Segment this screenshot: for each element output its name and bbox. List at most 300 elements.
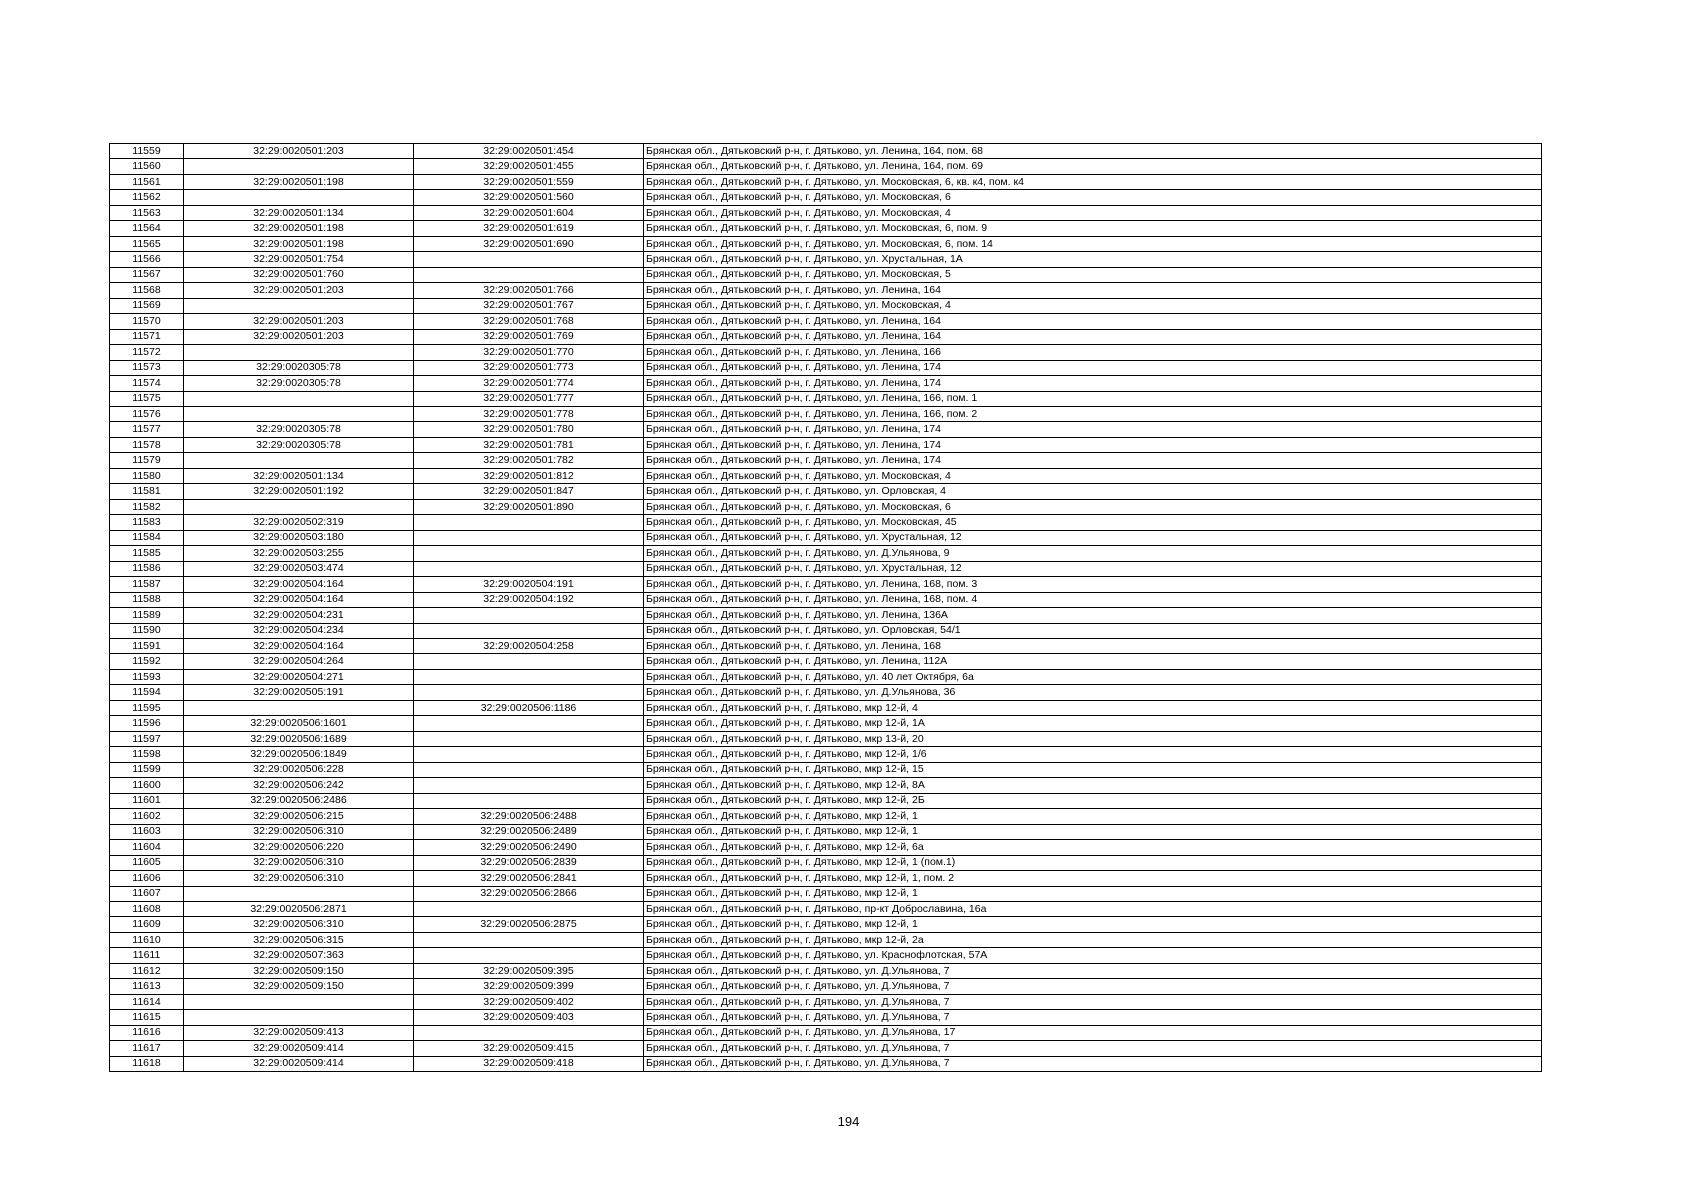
row-number-cell: 11577 bbox=[110, 422, 184, 437]
object-number-cell bbox=[414, 747, 644, 762]
table-row bbox=[110, 437, 1542, 452]
address-cell: Брянская обл., Дятьковский р-н, г. Дятьково, мкр 12-й, 8А bbox=[644, 778, 1542, 793]
object-number-cell: 32:29:0020501:773 bbox=[414, 360, 644, 375]
row-number-cell: 11594 bbox=[110, 685, 184, 700]
address-cell: Брянская обл., Дятьковский р-н, г. Дятьково, ул. Московская, 5 bbox=[644, 267, 1542, 282]
address-cell: Брянская обл., Дятьковский р-н, г. Дятьково, ул. Д.Ульянова, 7 bbox=[644, 1010, 1542, 1025]
address-cell: Брянская обл., Дятьковский р-н, г. Дятьково, ул. Д.Ульянова, 7 bbox=[644, 1041, 1542, 1056]
parcel-number-cell: 32:29:0020501:754 bbox=[184, 252, 414, 267]
parcel-number-cell: 32:29:0020504:231 bbox=[184, 608, 414, 623]
table-row bbox=[110, 329, 1542, 344]
parcel-number-cell: 32:29:0020506:215 bbox=[184, 809, 414, 824]
object-number-cell bbox=[414, 778, 644, 793]
parcel-number-cell: 32:29:0020501:760 bbox=[184, 267, 414, 282]
object-number-cell: 32:29:0020501:455 bbox=[414, 159, 644, 174]
parcel-number-cell: 32:29:0020506:310 bbox=[184, 917, 414, 932]
row-number-cell: 11583 bbox=[110, 515, 184, 530]
address-cell: Брянская обл., Дятьковский р-н, г. Дятьково, мкр 12-й, 1/6 bbox=[644, 747, 1542, 762]
object-number-cell: 32:29:0020501:781 bbox=[414, 437, 644, 452]
parcel-number-cell: 32:29:0020305:78 bbox=[184, 422, 414, 437]
table-row bbox=[110, 298, 1542, 313]
object-number-cell: 32:29:0020501:782 bbox=[414, 453, 644, 468]
parcel-number-cell: 32:29:0020305:78 bbox=[184, 360, 414, 375]
parcel-number-cell: 32:29:0020501:134 bbox=[184, 468, 414, 483]
row-number-cell: 11572 bbox=[110, 345, 184, 360]
table-row bbox=[110, 685, 1542, 700]
object-number-cell: 32:29:0020509:395 bbox=[414, 963, 644, 978]
table-row bbox=[110, 994, 1542, 1009]
row-number-cell: 11563 bbox=[110, 205, 184, 220]
object-number-cell bbox=[414, 515, 644, 530]
object-number-cell: 32:29:0020509:418 bbox=[414, 1056, 644, 1071]
table-row bbox=[110, 391, 1542, 406]
table-row bbox=[110, 855, 1542, 870]
address-cell: Брянская обл., Дятьковский р-н, г. Дятьково, ул. Ленина, 174 bbox=[644, 376, 1542, 391]
address-cell: Брянская обл., Дятьковский р-н, г. Дятьково, мкр 12-й, 4 bbox=[644, 700, 1542, 715]
parcel-number-cell: 32:29:0020501:203 bbox=[184, 144, 414, 159]
row-number-cell: 11598 bbox=[110, 747, 184, 762]
table-row bbox=[110, 360, 1542, 375]
parcel-number-cell: 32:29:0020504:271 bbox=[184, 669, 414, 684]
row-number-cell: 11591 bbox=[110, 639, 184, 654]
parcel-number-cell bbox=[184, 453, 414, 468]
parcel-number-cell: 32:29:0020506:1849 bbox=[184, 747, 414, 762]
table-row bbox=[110, 144, 1542, 159]
row-number-cell: 11596 bbox=[110, 716, 184, 731]
object-number-cell bbox=[414, 252, 644, 267]
parcel-number-cell: 32:29:0020509:413 bbox=[184, 1025, 414, 1040]
table-row bbox=[110, 468, 1542, 483]
address-cell: Брянская обл., Дятьковский р-н, г. Дятьково, ул. Д.Ульянова, 7 bbox=[644, 979, 1542, 994]
row-number-cell: 11582 bbox=[110, 499, 184, 514]
row-number-cell: 11597 bbox=[110, 731, 184, 746]
parcel-number-cell bbox=[184, 391, 414, 406]
parcel-number-cell: 32:29:0020506:220 bbox=[184, 840, 414, 855]
address-cell: Брянская обл., Дятьковский р-н, г. Дятьково, ул. Московская, 4 bbox=[644, 468, 1542, 483]
parcel-number-cell: 32:29:0020501:134 bbox=[184, 205, 414, 220]
address-cell: Брянская обл., Дятьковский р-н, г. Дятьково, ул. Ленина, 168, пом. 4 bbox=[644, 592, 1542, 607]
parcel-number-cell: 32:29:0020506:310 bbox=[184, 824, 414, 839]
address-cell: Брянская обл., Дятьковский р-н, г. Дятьково, ул. Д.Ульянова, 17 bbox=[644, 1025, 1542, 1040]
object-number-cell: 32:29:0020506:2866 bbox=[414, 886, 644, 901]
object-number-cell: 32:29:0020509:415 bbox=[414, 1041, 644, 1056]
address-cell: Брянская обл., Дятьковский р-н, г. Дятьково, ул. Московская, 45 bbox=[644, 515, 1542, 530]
parcel-number-cell: 32:29:0020509:414 bbox=[184, 1041, 414, 1056]
row-number-cell: 11599 bbox=[110, 762, 184, 777]
object-number-cell bbox=[414, 793, 644, 808]
table-row bbox=[110, 406, 1542, 421]
table-row bbox=[110, 762, 1542, 777]
parcel-number-cell: 32:29:0020509:150 bbox=[184, 979, 414, 994]
row-number-cell: 11575 bbox=[110, 391, 184, 406]
row-number-cell: 11610 bbox=[110, 932, 184, 947]
address-cell: Брянская обл., Дятьковский р-н, г. Дятьково, мкр 12-й, 1А bbox=[644, 716, 1542, 731]
parcel-number-cell: 32:29:0020506:315 bbox=[184, 932, 414, 947]
object-number-cell bbox=[414, 685, 644, 700]
row-number-cell: 11573 bbox=[110, 360, 184, 375]
parcel-number-cell: 32:29:0020501:198 bbox=[184, 221, 414, 236]
address-cell: Брянская обл., Дятьковский р-н, г. Дятьково, мкр 12-й, 1, пом. 2 bbox=[644, 871, 1542, 886]
table-row bbox=[110, 623, 1542, 638]
row-number-cell: 11566 bbox=[110, 252, 184, 267]
address-cell: Брянская обл., Дятьковский р-н, г. Дятьково, ул. 40 лет Октября, 6а bbox=[644, 669, 1542, 684]
object-number-cell: 32:29:0020501:812 bbox=[414, 468, 644, 483]
row-number-cell: 11576 bbox=[110, 406, 184, 421]
row-number-cell: 11570 bbox=[110, 314, 184, 329]
table-row bbox=[110, 422, 1542, 437]
table-row bbox=[110, 530, 1542, 545]
table-row bbox=[110, 345, 1542, 360]
row-number-cell: 11618 bbox=[110, 1056, 184, 1071]
parcel-number-cell: 32:29:0020504:164 bbox=[184, 639, 414, 654]
parcel-number-cell bbox=[184, 1010, 414, 1025]
row-number-cell: 11559 bbox=[110, 144, 184, 159]
row-number-cell: 11581 bbox=[110, 484, 184, 499]
address-cell: Брянская обл., Дятьковский р-н, г. Дятьково, мкр 12-й, 1 bbox=[644, 886, 1542, 901]
table-row bbox=[110, 484, 1542, 499]
address-cell: Брянская обл., Дятьковский р-н, г. Дятьково, ул. Московская, 6 bbox=[644, 499, 1542, 514]
row-number-cell: 11589 bbox=[110, 608, 184, 623]
object-number-cell: 32:29:0020501:766 bbox=[414, 283, 644, 298]
parcel-number-cell: 32:29:0020503:474 bbox=[184, 561, 414, 576]
address-cell: Брянская обл., Дятьковский р-н, г. Дятьково, ул. Ленина, 112А bbox=[644, 654, 1542, 669]
table-row bbox=[110, 1056, 1542, 1071]
object-number-cell: 32:29:0020506:2488 bbox=[414, 809, 644, 824]
object-number-cell bbox=[414, 623, 644, 638]
table-row bbox=[110, 979, 1542, 994]
table-row bbox=[110, 221, 1542, 236]
parcel-number-cell: 32:29:0020504:234 bbox=[184, 623, 414, 638]
object-number-cell: 32:29:0020509:399 bbox=[414, 979, 644, 994]
object-number-cell: 32:29:0020501:559 bbox=[414, 174, 644, 189]
parcel-number-cell bbox=[184, 298, 414, 313]
parcel-number-cell: 32:29:0020501:203 bbox=[184, 314, 414, 329]
address-cell: Брянская обл., Дятьковский р-н, г. Дятьково, ул. Д.Ульянова, 7 bbox=[644, 963, 1542, 978]
table-row bbox=[110, 917, 1542, 932]
parcel-number-cell: 32:29:0020506:242 bbox=[184, 778, 414, 793]
object-number-cell: 32:29:0020501:890 bbox=[414, 499, 644, 514]
table-row bbox=[110, 886, 1542, 901]
row-number-cell: 11574 bbox=[110, 376, 184, 391]
object-number-cell bbox=[414, 716, 644, 731]
row-number-cell: 11607 bbox=[110, 886, 184, 901]
parcel-number-cell: 32:29:0020505:191 bbox=[184, 685, 414, 700]
address-cell: Брянская обл., Дятьковский р-н, г. Дятьково, ул. Ленина, 166, пом. 1 bbox=[644, 391, 1542, 406]
row-number-cell: 11615 bbox=[110, 1010, 184, 1025]
row-number-cell: 11578 bbox=[110, 437, 184, 452]
address-cell: Брянская обл., Дятьковский р-н, г. Дятьково, ул. Ленина, 136А bbox=[644, 608, 1542, 623]
row-number-cell: 11571 bbox=[110, 329, 184, 344]
object-number-cell bbox=[414, 608, 644, 623]
table-row bbox=[110, 1025, 1542, 1040]
object-number-cell: 32:29:0020506:1186 bbox=[414, 700, 644, 715]
row-number-cell: 11608 bbox=[110, 901, 184, 916]
row-number-cell: 11609 bbox=[110, 917, 184, 932]
row-number-cell: 11579 bbox=[110, 453, 184, 468]
row-number-cell: 11565 bbox=[110, 236, 184, 251]
parcel-number-cell: 32:29:0020501:203 bbox=[184, 283, 414, 298]
address-cell: Брянская обл., Дятьковский р-н, г. Дятьково, ул. Ленина, 174 bbox=[644, 360, 1542, 375]
table-body bbox=[110, 144, 1542, 1072]
row-number-cell: 11616 bbox=[110, 1025, 184, 1040]
address-cell: Брянская обл., Дятьковский р-н, г. Дятьково, мкр 12-й, 1 bbox=[644, 824, 1542, 839]
object-number-cell: 32:29:0020501:778 bbox=[414, 406, 644, 421]
object-number-cell bbox=[414, 654, 644, 669]
parcel-number-cell: 32:29:0020506:310 bbox=[184, 871, 414, 886]
address-cell: Брянская обл., Дятьковский р-н, г. Дятьково, ул. Д.Ульянова, 36 bbox=[644, 685, 1542, 700]
table-row bbox=[110, 700, 1542, 715]
row-number-cell: 11606 bbox=[110, 871, 184, 886]
address-cell: Брянская обл., Дятьковский р-н, г. Дятьково, ул. Хрустальная, 12 bbox=[644, 561, 1542, 576]
address-cell: Брянская обл., Дятьковский р-н, г. Дятьково, ул. Московская, 6, пом. 14 bbox=[644, 236, 1542, 251]
parcel-number-cell bbox=[184, 994, 414, 1009]
row-number-cell: 11564 bbox=[110, 221, 184, 236]
address-cell: Брянская обл., Дятьковский р-н, г. Дятьково, ул. Московская, 6 bbox=[644, 190, 1542, 205]
address-cell: Брянская обл., Дятьковский р-н, г. Дятьково, ул. Орловская, 54/1 bbox=[644, 623, 1542, 638]
address-cell: Брянская обл., Дятьковский р-н, г. Дятьково, мкр 12-й, 15 bbox=[644, 762, 1542, 777]
object-number-cell: 32:29:0020506:2839 bbox=[414, 855, 644, 870]
object-number-cell bbox=[414, 1025, 644, 1040]
parcel-number-cell bbox=[184, 886, 414, 901]
object-number-cell: 32:29:0020501:604 bbox=[414, 205, 644, 220]
address-cell: Брянская обл., Дятьковский р-н, г. Дятьково, ул. Ленина, 164, пом. 69 bbox=[644, 159, 1542, 174]
row-number-cell: 11568 bbox=[110, 283, 184, 298]
object-number-cell: 32:29:0020501:780 bbox=[414, 422, 644, 437]
table-row bbox=[110, 716, 1542, 731]
table-row bbox=[110, 174, 1542, 189]
object-number-cell bbox=[414, 762, 644, 777]
parcel-number-cell: 32:29:0020506:1689 bbox=[184, 731, 414, 746]
table-row bbox=[110, 608, 1542, 623]
table-row bbox=[110, 778, 1542, 793]
table-row bbox=[110, 314, 1542, 329]
row-number-cell: 11612 bbox=[110, 963, 184, 978]
parcel-number-cell: 32:29:0020501:192 bbox=[184, 484, 414, 499]
address-cell: Брянская обл., Дятьковский р-н, г. Дятьково, ул. Орловская, 4 bbox=[644, 484, 1542, 499]
address-cell: Брянская обл., Дятьковский р-н, г. Дятьково, мкр 12-й, 1 (пом.1) bbox=[644, 855, 1542, 870]
address-cell: Брянская обл., Дятьковский р-н, г. Дятьково, ул. Ленина, 164 bbox=[644, 329, 1542, 344]
object-number-cell: 32:29:0020501:774 bbox=[414, 376, 644, 391]
table-row bbox=[110, 546, 1542, 561]
object-number-cell: 32:29:0020501:768 bbox=[414, 314, 644, 329]
table-row bbox=[110, 283, 1542, 298]
address-cell: Брянская обл., Дятьковский р-н, г. Дятьково, пр-кт Доброславина, 16а bbox=[644, 901, 1542, 916]
object-number-cell: 32:29:0020504:258 bbox=[414, 639, 644, 654]
parcel-number-cell: 32:29:0020509:150 bbox=[184, 963, 414, 978]
table-row bbox=[110, 190, 1542, 205]
parcel-number-cell bbox=[184, 345, 414, 360]
parcel-number-cell: 32:29:0020506:228 bbox=[184, 762, 414, 777]
row-number-cell: 11614 bbox=[110, 994, 184, 1009]
address-cell: Брянская обл., Дятьковский р-н, г. Дятьково, ул. Хрустальная, 12 bbox=[644, 530, 1542, 545]
object-number-cell: 32:29:0020501:560 bbox=[414, 190, 644, 205]
table-row bbox=[110, 871, 1542, 886]
object-number-cell: 32:29:0020501:847 bbox=[414, 484, 644, 499]
parcel-number-cell bbox=[184, 700, 414, 715]
object-number-cell: 32:29:0020501:454 bbox=[414, 144, 644, 159]
parcel-number-cell: 32:29:0020506:2486 bbox=[184, 793, 414, 808]
table-row bbox=[110, 639, 1542, 654]
table-row bbox=[110, 577, 1542, 592]
parcel-number-cell: 32:29:0020506:310 bbox=[184, 855, 414, 870]
object-number-cell: 32:29:0020501:770 bbox=[414, 345, 644, 360]
address-cell: Брянская обл., Дятьковский р-н, г. Дятьково, мкр 13-й, 20 bbox=[644, 731, 1542, 746]
table-row bbox=[110, 747, 1542, 762]
address-cell: Брянская обл., Дятьковский р-н, г. Дятьково, ул. Ленина, 166 bbox=[644, 345, 1542, 360]
address-cell: Брянская обл., Дятьковский р-н, г. Дятьково, ул. Московская, 6, кв. к4, пом. к4 bbox=[644, 174, 1542, 189]
object-number-cell: 32:29:0020501:690 bbox=[414, 236, 644, 251]
address-cell: Брянская обл., Дятьковский р-н, г. Дятьково, мкр 12-й, 6а bbox=[644, 840, 1542, 855]
table-row bbox=[110, 252, 1542, 267]
parcel-number-cell bbox=[184, 406, 414, 421]
parcel-number-cell: 32:29:0020501:203 bbox=[184, 329, 414, 344]
row-number-cell: 11590 bbox=[110, 623, 184, 638]
address-cell: Брянская обл., Дятьковский р-н, г. Дятьково, ул. Ленина, 166, пом. 2 bbox=[644, 406, 1542, 421]
address-cell: Брянская обл., Дятьковский р-н, г. Дятьково, мкр 12-й, 1 bbox=[644, 809, 1542, 824]
table-row bbox=[110, 515, 1542, 530]
object-number-cell bbox=[414, 267, 644, 282]
object-number-cell bbox=[414, 901, 644, 916]
row-number-cell: 11562 bbox=[110, 190, 184, 205]
table-row bbox=[110, 159, 1542, 174]
row-number-cell: 11588 bbox=[110, 592, 184, 607]
object-number-cell: 32:29:0020501:619 bbox=[414, 221, 644, 236]
table-row bbox=[110, 592, 1542, 607]
address-cell: Брянская обл., Дятьковский р-н, г. Дятьково, ул. Ленина, 168 bbox=[644, 639, 1542, 654]
address-cell: Брянская обл., Дятьковский р-н, г. Дятьково, ул. Московская, 4 bbox=[644, 205, 1542, 220]
parcel-number-cell: 32:29:0020506:1601 bbox=[184, 716, 414, 731]
object-number-cell bbox=[414, 530, 644, 545]
row-number-cell: 11592 bbox=[110, 654, 184, 669]
row-number-cell: 11605 bbox=[110, 855, 184, 870]
table-row bbox=[110, 948, 1542, 963]
row-number-cell: 11585 bbox=[110, 546, 184, 561]
table-row bbox=[110, 731, 1542, 746]
parcel-number-cell: 32:29:0020504:164 bbox=[184, 592, 414, 607]
address-cell: Брянская обл., Дятьковский р-н, г. Дятьково, мкр 12-й, 1 bbox=[644, 917, 1542, 932]
row-number-cell: 11595 bbox=[110, 700, 184, 715]
parcel-number-cell bbox=[184, 190, 414, 205]
address-cell: Брянская обл., Дятьковский р-н, г. Дятьково, ул. Ленина, 174 bbox=[644, 422, 1542, 437]
object-number-cell bbox=[414, 546, 644, 561]
row-number-cell: 11561 bbox=[110, 174, 184, 189]
object-number-cell: 32:29:0020501:777 bbox=[414, 391, 644, 406]
object-number-cell bbox=[414, 948, 644, 963]
parcel-number-cell bbox=[184, 159, 414, 174]
object-number-cell bbox=[414, 669, 644, 684]
object-number-cell: 32:29:0020504:192 bbox=[414, 592, 644, 607]
object-number-cell bbox=[414, 561, 644, 576]
parcel-number-cell: 32:29:0020504:164 bbox=[184, 577, 414, 592]
page-number: 194 bbox=[837, 1114, 860, 1129]
address-cell: Брянская обл., Дятьковский р-н, г. Дятьково, ул. Ленина, 174 bbox=[644, 453, 1542, 468]
object-number-cell bbox=[414, 932, 644, 947]
object-number-cell: 32:29:0020506:2490 bbox=[414, 840, 644, 855]
parcel-number-cell: 32:29:0020506:2871 bbox=[184, 901, 414, 916]
object-number-cell: 32:29:0020504:191 bbox=[414, 577, 644, 592]
object-number-cell: 32:29:0020506:2875 bbox=[414, 917, 644, 932]
row-number-cell: 11586 bbox=[110, 561, 184, 576]
table-row bbox=[110, 669, 1542, 684]
parcel-number-cell: 32:29:0020501:198 bbox=[184, 174, 414, 189]
table-row bbox=[110, 932, 1542, 947]
row-number-cell: 11587 bbox=[110, 577, 184, 592]
table-row bbox=[110, 793, 1542, 808]
address-cell: Брянская обл., Дятьковский р-н, г. Дятьково, ул. Ленина, 168, пом. 3 bbox=[644, 577, 1542, 592]
parcel-number-cell: 32:29:0020502:319 bbox=[184, 515, 414, 530]
address-cell: Брянская обл., Дятьковский р-н, г. Дятьково, ул. Ленина, 164 bbox=[644, 314, 1542, 329]
address-cell: Брянская обл., Дятьковский р-н, г. Дятьково, ул. Д.Ульянова, 7 bbox=[644, 1056, 1542, 1071]
address-cell: Брянская обл., Дятьковский р-н, г. Дятьково, ул. Московская, 4 bbox=[644, 298, 1542, 313]
object-number-cell bbox=[414, 731, 644, 746]
table-row bbox=[110, 840, 1542, 855]
row-number-cell: 11580 bbox=[110, 468, 184, 483]
table-row bbox=[110, 1041, 1542, 1056]
parcel-number-cell: 32:29:0020503:255 bbox=[184, 546, 414, 561]
object-number-cell: 32:29:0020506:2489 bbox=[414, 824, 644, 839]
row-number-cell: 11584 bbox=[110, 530, 184, 545]
row-number-cell: 11604 bbox=[110, 840, 184, 855]
object-number-cell: 32:29:0020509:403 bbox=[414, 1010, 644, 1025]
object-number-cell: 32:29:0020501:767 bbox=[414, 298, 644, 313]
row-number-cell: 11602 bbox=[110, 809, 184, 824]
table-row bbox=[110, 824, 1542, 839]
row-number-cell: 11601 bbox=[110, 793, 184, 808]
parcel-number-cell: 32:29:0020504:264 bbox=[184, 654, 414, 669]
row-number-cell: 11613 bbox=[110, 979, 184, 994]
row-number-cell: 11603 bbox=[110, 824, 184, 839]
address-cell: Брянская обл., Дятьковский р-н, г. Дятьково, ул. Ленина, 164, пом. 68 bbox=[644, 144, 1542, 159]
object-number-cell: 32:29:0020506:2841 bbox=[414, 871, 644, 886]
table-row bbox=[110, 205, 1542, 220]
parcel-number-cell: 32:29:0020501:198 bbox=[184, 236, 414, 251]
row-number-cell: 11569 bbox=[110, 298, 184, 313]
table-row bbox=[110, 809, 1542, 824]
address-cell: Брянская обл., Дятьковский р-н, г. Дятьково, ул. Д.Ульянова, 7 bbox=[644, 994, 1542, 1009]
address-cell: Брянская обл., Дятьковский р-н, г. Дятьково, мкр 12-й, 2а bbox=[644, 932, 1542, 947]
row-number-cell: 11560 bbox=[110, 159, 184, 174]
parcel-number-cell bbox=[184, 499, 414, 514]
address-cell: Брянская обл., Дятьковский р-н, г. Дятьково, ул. Московская, 6, пом. 9 bbox=[644, 221, 1542, 236]
table-row bbox=[110, 453, 1542, 468]
row-number-cell: 11600 bbox=[110, 778, 184, 793]
table-row bbox=[110, 561, 1542, 576]
table-row bbox=[110, 236, 1542, 251]
row-number-cell: 11611 bbox=[110, 948, 184, 963]
parcel-number-cell: 32:29:0020507:363 bbox=[184, 948, 414, 963]
row-number-cell: 11593 bbox=[110, 669, 184, 684]
address-cell: Брянская обл., Дятьковский р-н, г. Дятьково, ул. Краснофлотская, 57А bbox=[644, 948, 1542, 963]
row-number-cell: 11567 bbox=[110, 267, 184, 282]
table-row bbox=[110, 654, 1542, 669]
table-row bbox=[110, 376, 1542, 391]
table-row bbox=[110, 963, 1542, 978]
cadastral-table bbox=[109, 143, 1542, 1072]
parcel-number-cell: 32:29:0020503:180 bbox=[184, 530, 414, 545]
row-number-cell: 11617 bbox=[110, 1041, 184, 1056]
table-row bbox=[110, 499, 1542, 514]
address-cell: Брянская обл., Дятьковский р-н, г. Дятьково, ул. Хрустальная, 1А bbox=[644, 252, 1542, 267]
table-row bbox=[110, 901, 1542, 916]
object-number-cell: 32:29:0020509:402 bbox=[414, 994, 644, 1009]
parcel-number-cell: 32:29:0020305:78 bbox=[184, 437, 414, 452]
parcel-number-cell: 32:29:0020305:78 bbox=[184, 376, 414, 391]
address-cell: Брянская обл., Дятьковский р-н, г. Дятьково, ул. Д.Ульянова, 9 bbox=[644, 546, 1542, 561]
table-row bbox=[110, 1010, 1542, 1025]
object-number-cell: 32:29:0020501:769 bbox=[414, 329, 644, 344]
address-cell: Брянская обл., Дятьковский р-н, г. Дятьково, ул. Ленина, 174 bbox=[644, 437, 1542, 452]
parcel-number-cell: 32:29:0020509:414 bbox=[184, 1056, 414, 1071]
